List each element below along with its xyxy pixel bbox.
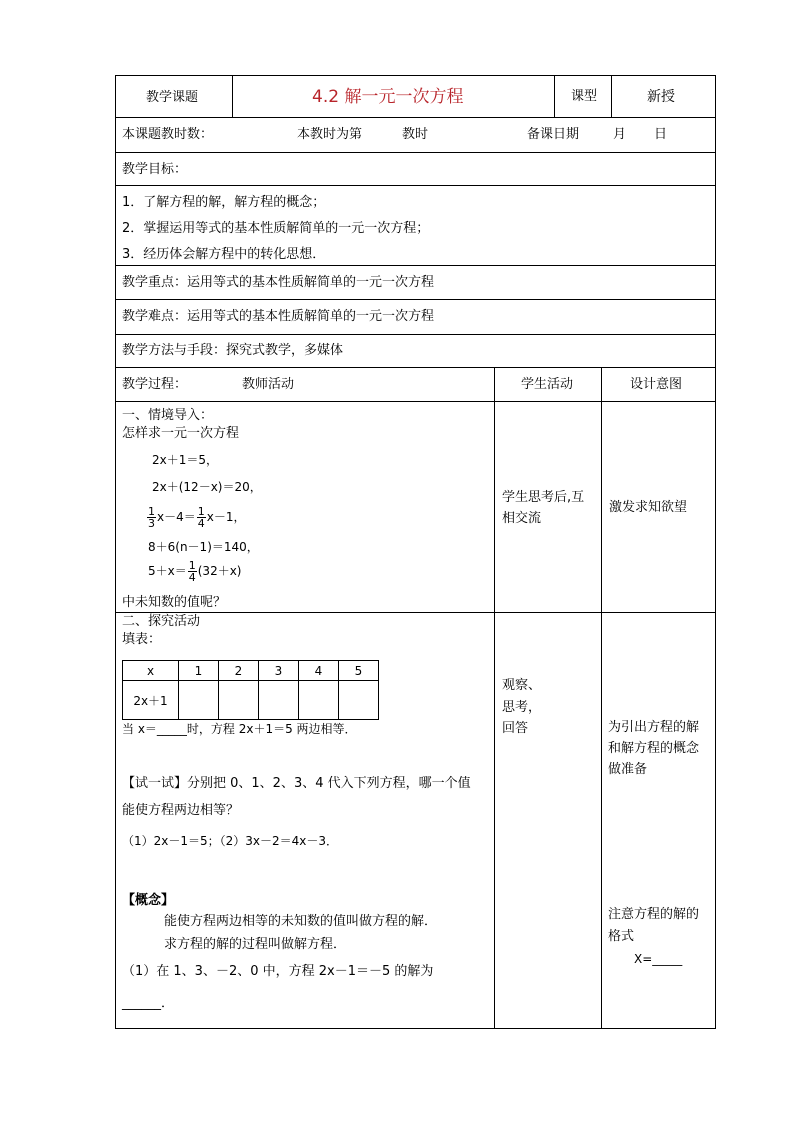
prep-date-label: 备课日期 [527,127,580,142]
concept-definition-2: 求方程的解的过程叫做解方程． [164,937,347,952]
blank-cell[interactable] [299,681,339,720]
section2-intent-line: 和解方程的概念 [608,741,700,756]
table-cell: 3 [259,661,299,681]
section1-title: 一、情境导入： [122,408,214,423]
divider [232,76,233,118]
key-point: 教学重点：运用等式的基本性质解简单的一元一次方程 [122,275,435,290]
table-row [123,681,379,720]
section1-student-line: 学生思考后,互 [502,490,585,505]
fraction: $\frac{1}{3}$ [148,505,155,530]
section1-question: 怎样求一元一次方程 [122,426,240,441]
blank-cell[interactable] [259,681,299,720]
table-cell: 2 [219,661,259,681]
this-hour-label: 本教时为第 [297,127,363,142]
process-header-row [116,368,715,402]
try-equations: （1）2x－1＝5；（2）3x－2＝4x－3． [122,834,339,848]
section1-ending: 中未知数的值呢？ [122,595,227,610]
try-line-1: 【试一试】分别把 0、1、2、3、4 代入下列方程，哪一个值 [122,776,471,791]
objectives-label-row [116,153,715,186]
day-label: 日 [654,127,668,142]
section1-row [116,402,715,613]
blank-cell[interactable] [339,681,379,720]
objectives-row [116,186,715,266]
equation-5: 5＋x＝ $\frac{1}{4}$ (32＋x) [148,559,242,584]
month-label: 月 [613,127,627,142]
table-cell: 5 [339,661,379,681]
section2-student-line: 回答 [502,721,529,736]
try-line-2: 能使方程两边相等？ [122,803,240,818]
fill-table-label: 填表： [122,632,162,647]
table-cell: 4 [299,661,339,681]
divider [611,76,612,118]
total-hours-label: 本课题教时数： [122,127,214,142]
equation-1: 2x＋1＝5， [152,453,219,467]
equation-4: 8＋6(n－1)＝140， [148,540,259,554]
course-label: 教学课题 [146,90,199,105]
design-intent-header: 设计意图 [630,377,683,392]
fraction: $\frac{1}{4}$ [188,559,196,584]
exercise-line-2: ______． [122,996,175,1011]
exercise-line-1: （1）在 1、3、－2、0 中，方程 2x－1＝－5 的解为 [122,964,434,979]
objectives-label: 教学目标： [122,162,188,177]
section2-intent-line: 注意方程的解的 [608,907,700,922]
objective-item: 1．了解方程的解，解方程的概念； [122,195,326,210]
process-label: 教学过程： [122,377,188,392]
hours-row [116,118,715,153]
key-point-row [116,266,715,300]
section2-intent-line: 为引出方程的解 [608,720,700,735]
divider [494,368,495,1029]
lesson-plan-table [115,75,716,1029]
blank-cell[interactable] [219,681,259,720]
objective-item: 2．掌握运用等式的基本性质解简单的一元一次方程； [122,221,430,236]
type-value: 新授 [647,89,675,105]
difficulty: 教学难点：运用等式的基本性质解简单的一元一次方程 [122,309,435,324]
type-label: 课型 [571,89,598,104]
divider [554,76,555,118]
equation-2: 2x＋(12－x)＝20， [152,480,262,494]
section2-student-line: 思考， [502,700,542,715]
hour-unit: 教时 [402,127,429,142]
table-cell: x [123,661,179,681]
divider [601,368,602,1029]
difficulty-row [116,300,715,335]
answer-format-x: X=_____ [634,952,683,966]
student-activity-header: 学生活动 [521,377,574,392]
lesson-title: 4.2 解一元一次方程 [312,87,464,107]
concept-definition-1: 能使方程两边相等的未知数的值叫做方程的解． [164,914,438,929]
section2-intent-line: 格式 [608,929,635,944]
section1-student-line: 相交流 [502,511,542,526]
fill-in-table [122,660,379,720]
teacher-activity-header: 教师活动 [242,377,295,392]
when-equal-text: 当 x＝_____时，方程 2x＋1＝5 两边相等． [122,722,357,736]
section2-intent-line: 做准备 [608,762,648,777]
objective-item: 3．经历体会解方程中的转化思想． [122,247,326,262]
concept-title: 【概念】 [122,893,175,908]
section1-intent: 激发求知欲望 [609,500,688,515]
table-cell: 1 [179,661,219,681]
header-row [116,76,715,118]
section2-title: 二、探究活动 [122,614,201,629]
blank-cell[interactable] [179,681,219,720]
section2-student-line: 观察、 [502,678,542,693]
methods-row [116,335,715,368]
equation-3: $\frac{1}{3}$ x－4＝ $\frac{1}{4}$ x－1， [148,505,246,530]
fraction: $\frac{1}{4}$ [197,505,205,530]
table-header-row [123,661,379,681]
table-cell: 2x＋1 [123,681,179,720]
methods: 教学方法与手段：探究式教学，多媒体 [122,343,344,358]
